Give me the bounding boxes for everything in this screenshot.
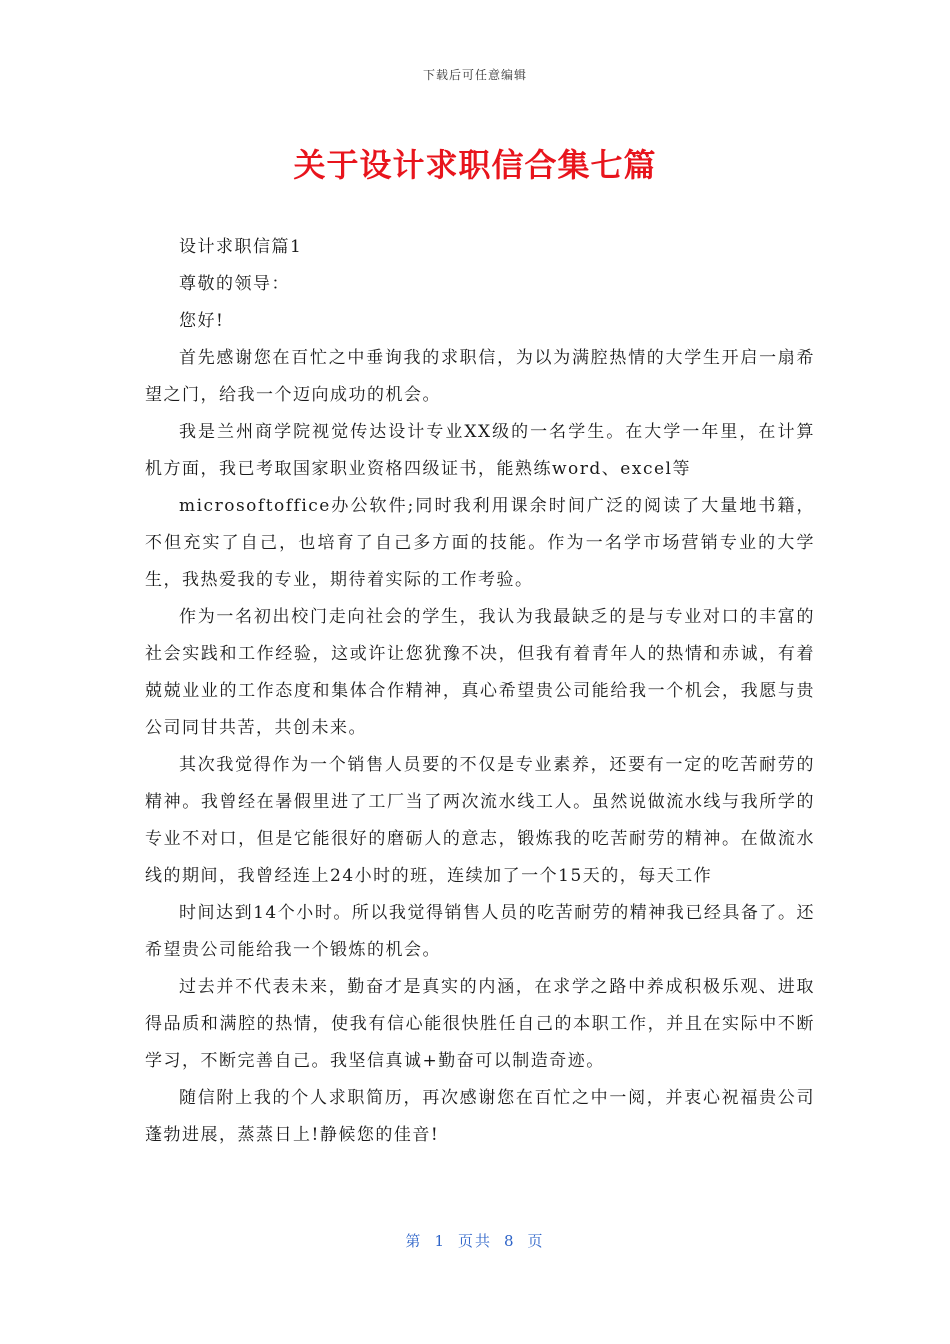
paragraph: 作为一名初出校门走向社会的学生，我认为我最缺乏的是与专业对口的丰富的社会实践和工作经验，这或许让您犹豫不决，但我有着青年人的热情和赤诚，有着兢兢业业的工作态度和集体合作精神，真心希望贵公司能给我一个机会，我愿与贵公司同甘共苦，共创未来。 (145, 607, 815, 738)
salutation: 尊敬的领导： (179, 274, 290, 294)
document-body (145, 229, 815, 1154)
page-total: 8 (504, 1232, 516, 1250)
page-suffix: 页 (527, 1232, 545, 1250)
paragraph: 我是兰州商学院视觉传达设计专业XX级的一名学生。在大学一年里，在计算机方面，我已考取国家职业资格四级证书，能熟练word、excel等 (145, 422, 815, 479)
section-heading: 设计求职信篇1 (179, 237, 303, 257)
page-current: 1 (434, 1232, 446, 1250)
paragraph: 首先感谢您在百忙之中垂询我的求职信，为以为满腔热情的大学生开启一扇希望之门，给我一个迈向成功的机会。 (145, 348, 815, 405)
page-middle: 页共 (457, 1232, 492, 1250)
paragraph: 其次我觉得作为一个销售人员要的不仅是专业素养，还要有一定的吃苦耐劳的精神。我曾经在暑假里进了工厂当了两次流水线工人。虽然说做流水线与我所学的专业不对口，但是它能很好的磨砺人的意志，锻炼我的吃苦耐劳的精神。在做流水线的期间，我曾经连上24小时的班，连续加了一个15天的，每天工作 (145, 755, 815, 886)
page-prefix: 第 (405, 1232, 423, 1250)
paragraph: 时间达到14个小时。所以我觉得销售人员的吃苦耐劳的精神我已经具备了。还希望贵公司能给我一个锻炼的机会。 (145, 903, 815, 960)
paragraph: 过去并不代表未来，勤奋才是真实的内涵，在求学之路中养成积极乐观、进取得品质和满腔的热情，使我有信心能很快胜任自己的本职工作，并且在实际中不断学习，不断完善自己。我坚信真诚+勤奋可以制造奇迹。 (145, 977, 815, 1071)
document-title: 关于设计求职信合集七篇 (293, 146, 657, 184)
paragraph: 随信附上我的个人求职简历，再次感谢您在百忙之中一阅，并衷心祝福贵公司蓬勃进展，蒸蒸日上!静候您的佳音! (145, 1088, 815, 1145)
paragraph: microsoftoffice办公软件;同时我利用课余时间广泛的阅读了大量地书籍，不但充实了自己，也培育了自己多方面的技能。作为一名学市场营销专业的大学生，我热爱我的专业，期待着实际的工作考验。 (145, 496, 815, 590)
header-note: 下载后可任意编辑 (422, 68, 527, 82)
page-footer (0, 1230, 950, 1251)
greeting: 您好! (179, 311, 225, 331)
